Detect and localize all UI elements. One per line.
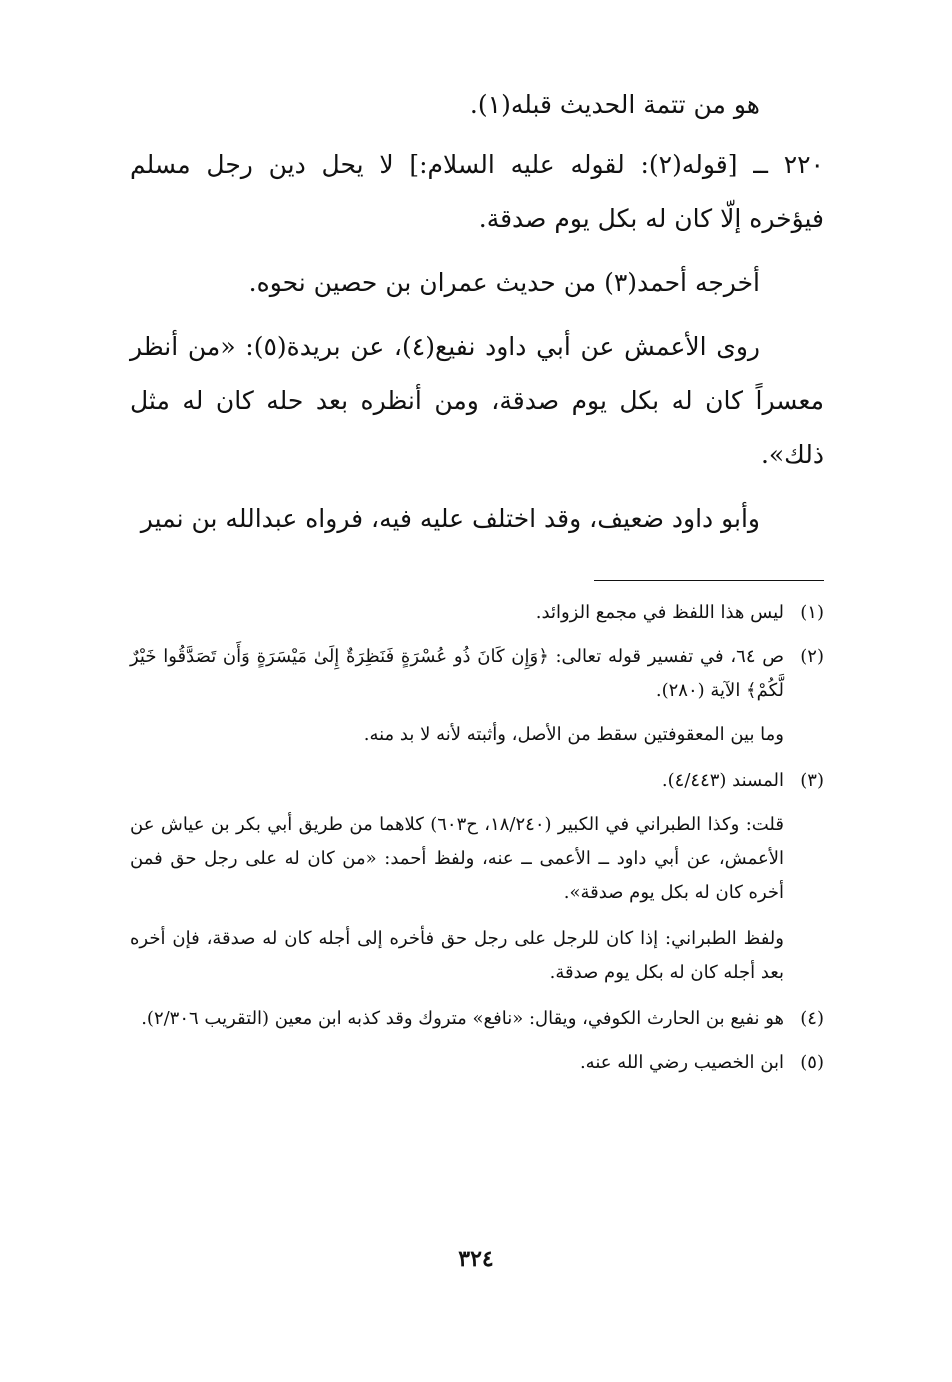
footnote-text: ابن الخصيب رضي الله عنه.: [579, 1052, 784, 1073]
hadith-220: ٢٢٠ ــ [قوله(٢): لقوله عليه السلام:] لا يحل دين رجل مسلم فيؤخره إلّا كان له بكل يوم صدقة.: [130, 150, 824, 233]
footnote-5: [130, 1046, 824, 1080]
footnote-text: المسند (٤/٤٤٣).: [661, 770, 784, 791]
footnote-number: (٢): [800, 646, 824, 667]
footnote-text: هو نفيع بن الحارث الكوفي، ويقال: «نافع» متروك وقد كذبه ابن معين (التقريب ٢/٣٠٦).: [141, 1008, 784, 1029]
footnote-text: ليس هذا اللفظ في مجمع الزوائد.: [535, 602, 784, 623]
footnote-4: [130, 1002, 824, 1036]
footnotes: [130, 596, 824, 1090]
footnote-2-extra: [130, 718, 824, 752]
page-number: ٣٢٤: [458, 1246, 494, 1272]
footnote-text: ولفظ الطبراني: إذا كان للرجل على رجل حق فأخره إلى أجله كان له صدقة، فإن أخره بعد أجله كان له بكل يوم صدقة.: [130, 928, 784, 983]
footnote-text: ص ٦٤، في تفسير قوله تعالى: ﴿وَإِن كَانَ ذُو عُسْرَةٍ فَنَظِرَةٌ إِلَىٰ مَيْسَرَةٍ وَأَن تَصَدَّقُوا خَيْرٌ لَّكُمْ﴾ الآية (٢٨٠).: [130, 646, 784, 701]
main-text: [130, 78, 824, 552]
footnote-3: [130, 764, 824, 798]
paragraph-riwaya: روى الأعمش عن أبي داود نفيع(٤)، عن بريدة(٥): «من أنظر معسراً كان له بكل يوم صدقة، ومن أنظره بعد حله كان له مثل ذلك».: [130, 332, 824, 469]
footnote-number: (٣): [800, 770, 824, 791]
paragraph-continuation: هو من تتمة الحديث قبله(١).: [469, 90, 760, 119]
paragraph-daif: وأبو داود ضعيف، وقد اختلف عليه فيه، فرواه عبدالله بن نمير: [140, 504, 760, 533]
footnote-number: (٥): [800, 1052, 824, 1073]
footnote-1: [130, 596, 824, 630]
footnote-text: قلت: وكذا الطبراني في الكبير (١٨/٢٤٠، ح٦٠٣) كلاهما من طريق أبي بكر بن عياش عن الأعمش، عن أبي داود ــ الأعمى ــ عنه، ولفظ أحمد: «من كان له على رجل حق فمن أخره كان له بكل يوم صدقة».: [130, 814, 784, 903]
footnote-number: (١): [800, 602, 824, 623]
footnote-number: (٤): [800, 1008, 824, 1029]
footnote-separator: [594, 580, 824, 581]
footnote-3-extra: [130, 808, 824, 990]
footnote-2: [130, 640, 824, 708]
paragraph-takhrij: أخرجه أحمد(٣) من حديث عمران بن حصين نحوه.: [248, 268, 760, 297]
footnote-text: وما بين المعقوفتين سقط من الأصل، وأثبته لأنه لا بد منه.: [363, 724, 784, 745]
